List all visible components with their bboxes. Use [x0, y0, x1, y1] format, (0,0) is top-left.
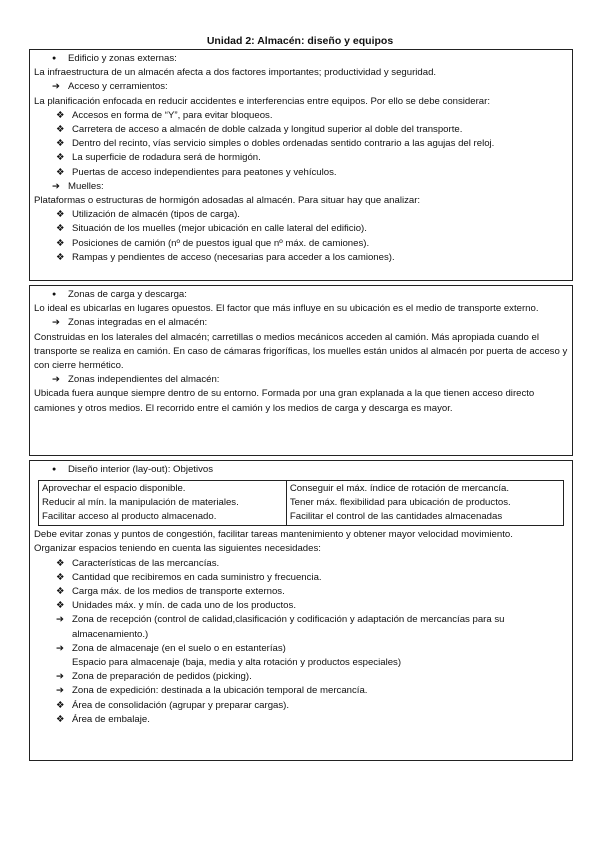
objective-item: Tener máx. flexibilidad para ubicación de productos.: [289, 497, 511, 509]
section-diseno-interior: [29, 460, 573, 761]
arrow-icon: ➔: [56, 671, 65, 683]
list-item: ➔ Zona de preparación de pedidos (picking).: [34, 670, 572, 684]
diamond-bullet-icon: ❖: [56, 571, 65, 583]
subheading-integradas: ➔ Zonas integradas en el almacén:: [34, 316, 572, 330]
objectives-left-cell: [39, 481, 287, 526]
arrow-icon: ➔: [52, 317, 61, 329]
diamond-bullet-icon: ❖: [56, 237, 65, 249]
list-item: ❖ Cantidad que recibiremos en cada suministro y frecuencia.: [34, 571, 572, 585]
list-item: ➔ Zona de expedición: destinada a la ubicación temporal de mercancía.: [34, 684, 572, 698]
diamond-bullet-icon: ❖: [56, 138, 65, 150]
list-item: ❖ Utilización de almacén (tipos de carga).: [34, 208, 572, 222]
diamond-bullet-icon: ❖: [56, 251, 65, 263]
list-item: ❖ La superficie de rodadura será de hormigón.: [34, 151, 572, 165]
diamond-bullet-icon: ❖: [56, 586, 65, 598]
bullet-dot-icon: ●: [52, 466, 57, 473]
section-zonas-carga: [29, 285, 573, 456]
arrow-icon: ➔: [52, 180, 61, 192]
list-item: ➔ Zona de recepción (control de calidad,clasificación y codificación y adaptación de mercancías para su almacenamiento.): [34, 613, 572, 641]
diamond-bullet-icon: ❖: [56, 109, 65, 121]
bullet-dot-icon: ●: [52, 55, 57, 62]
list-item: ❖ Carretera de acceso a almacén de doble calzada y longitud superior al doble del transporte.: [34, 123, 572, 137]
diamond-bullet-icon: ❖: [56, 152, 65, 164]
objective-item: Aprovechar el espacio disponible.: [42, 483, 186, 495]
diamond-bullet-icon: ❖: [56, 166, 65, 178]
list-item: ❖ Unidades máx. y mín. de cada uno de los productos.: [34, 599, 572, 613]
list-item: ❖ Dentro del recinto, vías servicio simples o dobles ordenadas sentido contrario a las agujas del reloj.: [34, 137, 572, 151]
heading-diseno-interior: ● Diseño interior (lay-out): Objetivos: [34, 463, 572, 477]
subheading-independientes: ➔ Zonas independientes del almacén:: [34, 373, 572, 387]
paragraph: Ubicada fuera aunque siempre dentro de su entorno. Formada por una gran explanada a la que tienen acceso directo camiones y otros medios. El recorrido entre el camión y los medios de carga y descarga es mayor.: [34, 388, 535, 414]
paragraph: Plataformas o estructuras de hormigón adosadas al almacén. Para situar hay que analizar:: [34, 195, 421, 207]
paragraph: La infraestructura de un almacén afecta a dos factores importantes; productividad y seguridad.: [34, 67, 437, 79]
paragraph: Organizar espacios teniendo en cuenta las siguientes necesidades:: [34, 543, 321, 555]
diamond-bullet-icon: ❖: [56, 557, 65, 569]
objective-item: Facilitar el control de las cantidades almacenadas: [289, 511, 503, 523]
diamond-bullet-icon: ❖: [56, 600, 65, 612]
list-item: ❖ Características de las mercancías.: [34, 557, 572, 571]
list-item: ❖ Accesos en forma de “Y”, para evitar bloqueos.: [34, 109, 572, 123]
objective-item: Facilitar acceso al producto almacenado.: [42, 511, 217, 523]
arrow-icon: ➔: [52, 374, 61, 386]
paragraph: La planificación enfocada en reducir accidentes e interferencias entre equipos. Por ello se debe considerar:: [34, 95, 490, 107]
arrow-icon: ➔: [56, 614, 65, 626]
paragraph: Lo ideal es ubicarlas en lugares opuestos. El factor que más influye en su ubicación es el medio de transporte externo.: [34, 303, 539, 315]
list-item: ❖ Área de consolidación (agrupar y preparar cargas).: [34, 699, 572, 713]
list-item: ➔ Zona de almacenaje (en el suelo o en estanterías): [34, 642, 572, 656]
page-title: Unidad 2: Almacén: diseño y equipos: [206, 35, 394, 47]
list-item: ❖ Puertas de acceso independientes para peatones y vehículos.: [34, 166, 572, 180]
section-edificio: [29, 49, 573, 281]
diamond-bullet-icon: ❖: [56, 223, 65, 235]
diamond-bullet-icon: ❖: [56, 209, 65, 221]
bullet-dot-icon: ●: [52, 291, 57, 298]
arrow-icon: ➔: [56, 685, 65, 697]
heading-zonas-carga: ● Zonas de carga y descarga:: [34, 288, 572, 302]
heading-edificio: ● Edificio y zonas externas:: [34, 52, 572, 66]
diamond-bullet-icon: ❖: [56, 124, 65, 136]
list-item: ❖ Situación de los muelles (mejor ubicación en calle lateral del edificio).: [34, 222, 572, 236]
paragraph: Debe evitar zonas y puntos de congestión, facilitar tareas mantenimiento y obtener mayor velocidad movimiento.: [34, 529, 513, 541]
objective-item: Conseguir el máx. índice de rotación de mercancía.: [289, 483, 510, 495]
list-item: ❖ Área de embalaje.: [34, 713, 572, 727]
diamond-bullet-icon: ❖: [56, 713, 65, 725]
objective-item: Reducir al mín. la manipulación de materiales.: [42, 497, 239, 509]
paragraph: Construidas en los laterales del almacén; carretillas o medios mecánicos acceden al camión. Más apropiada cuando el transporte se realiza en camión. En caso de cámaras frigoríficas, los muelles están unidos al almacén por puerta de acceso y con cierre hermético.: [34, 331, 568, 372]
list-item: ❖ Carga máx. de los medios de transporte externos.: [34, 585, 572, 599]
arrow-icon: ➔: [56, 642, 65, 654]
arrow-icon: ➔: [52, 81, 61, 93]
diamond-bullet-icon: ❖: [56, 699, 65, 711]
list-item: ❖ Rampas y pendientes de acceso (necesarias para acceder a los camiones).: [34, 251, 572, 265]
objectives-right-cell: [286, 481, 563, 526]
list-item: ❖ Posiciones de camión (nº de puestos igual que nº máx. de camiones).: [34, 237, 572, 251]
objectives-table: [38, 480, 564, 526]
list-item-continuation: Espacio para almacenaje (baja, media y alta rotación y productos especiales): [72, 657, 402, 669]
subheading-muelles: ➔ Muelles:: [34, 180, 572, 194]
subheading-acceso: ➔ Acceso y cerramientos:: [34, 80, 572, 94]
